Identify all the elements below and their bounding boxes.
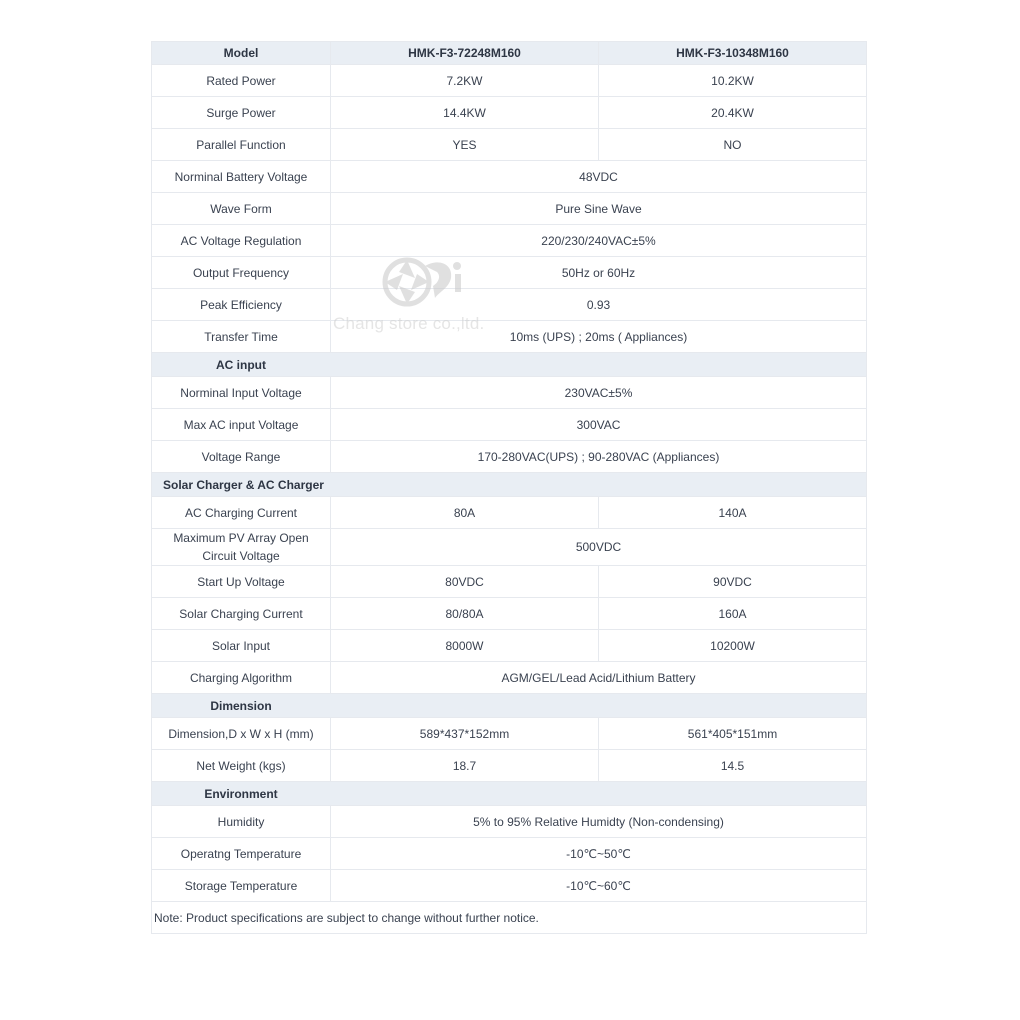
row-value: 300VAC (331, 409, 867, 441)
row-value-2: NO (599, 129, 867, 161)
row-value: 48VDC (331, 161, 867, 193)
table-row (152, 225, 867, 257)
table-row (152, 97, 867, 129)
table-row (152, 598, 867, 630)
section-header-environment (152, 782, 867, 806)
row-value-1: 80A (331, 497, 599, 529)
row-label: Transfer Time (152, 321, 331, 353)
row-label: Max AC input Voltage (152, 409, 331, 441)
row-value-1: 7.2KW (331, 65, 599, 97)
table-row (152, 838, 867, 870)
footnote: Note: Product specifications are subject to change without further notice. (152, 902, 867, 934)
row-value: -10℃~60℃ (331, 870, 867, 902)
row-value: 220/230/240VAC±5% (331, 225, 867, 257)
row-label: Norminal Input Voltage (152, 377, 331, 409)
section-title: AC input (216, 357, 266, 372)
spec-table (151, 41, 867, 934)
table-row (152, 129, 867, 161)
table-row (152, 497, 867, 529)
row-value-2: 561*405*151mm (599, 718, 867, 750)
row-label: Norminal Battery Voltage (152, 161, 331, 193)
row-value-2: 20.4KW (599, 97, 867, 129)
row-value-1: 8000W (331, 630, 599, 662)
header-model-2: HMK-F3-10348M160 (599, 42, 867, 65)
row-value-2: 10200W (599, 630, 867, 662)
table-row (152, 193, 867, 225)
row-label: Rated Power (152, 65, 331, 97)
watermark-text: Chang store co.,ltd. (333, 314, 485, 333)
section-header-ac-input (152, 353, 867, 377)
row-value-1: YES (331, 129, 599, 161)
row-value-2: 14.5 (599, 750, 867, 782)
table-row (152, 566, 867, 598)
row-value: -10℃~50℃ (331, 838, 867, 870)
row-value-2: 90VDC (599, 566, 867, 598)
row-label: AC Voltage Regulation (152, 225, 331, 257)
table-row (152, 409, 867, 441)
row-label: Net Weight (kgs) (152, 750, 331, 782)
row-value-2: 10.2KW (599, 65, 867, 97)
table-row (152, 630, 867, 662)
row-label: Parallel Function (152, 129, 331, 161)
row-label: Surge Power (152, 97, 331, 129)
row-value-1: 589*437*152mm (331, 718, 599, 750)
row-label: Start Up Voltage (152, 566, 331, 598)
row-value: 50Hz or 60Hz (331, 257, 867, 289)
row-label: Peak Efficiency (152, 289, 331, 321)
row-value-2: 140A (599, 497, 867, 529)
row-value: Pure Sine Wave (331, 193, 867, 225)
row-label: AC Charging Current (152, 497, 331, 529)
table-row (152, 257, 867, 289)
table-row (152, 750, 867, 782)
section-header-charger (152, 473, 867, 497)
row-value-1: 80/80A (331, 598, 599, 630)
row-value-1: 80VDC (331, 566, 599, 598)
row-label: Operatng Temperature (152, 838, 331, 870)
row-label: Voltage Range (152, 441, 331, 473)
table-row (152, 662, 867, 694)
section-header-dimension (152, 694, 867, 718)
table-row (152, 321, 867, 353)
row-value: 500VDC (331, 529, 867, 566)
row-label: Solar Input (152, 630, 331, 662)
section-title: Solar Charger & AC Charger (163, 477, 324, 492)
table-row (152, 65, 867, 97)
table-row (152, 870, 867, 902)
row-label: Solar Charging Current (152, 598, 331, 630)
table-row (152, 529, 867, 566)
row-value: 0.93 (331, 289, 867, 321)
section-title: Environment (204, 786, 278, 801)
row-label: Maximum PV Array Open Circuit Voltage (152, 529, 331, 566)
row-value: 230VAC±5% (331, 377, 867, 409)
row-label: Output Frequency (152, 257, 331, 289)
table-row (152, 441, 867, 473)
row-value-2: 160A (599, 598, 867, 630)
row-value-1: 14.4KW (331, 97, 599, 129)
row-label: Dimension,D x W x H (mm) (152, 718, 331, 750)
row-label: Humidity (152, 806, 331, 838)
table-row (152, 806, 867, 838)
row-label: Storage Temperature (152, 870, 331, 902)
header-model-1: HMK-F3-72248M160 (331, 42, 599, 65)
row-value-1: 18.7 (331, 750, 599, 782)
table-row (152, 161, 867, 193)
row-label: Charging Algorithm (152, 662, 331, 694)
header-model: Model (152, 42, 331, 65)
row-value: 170-280VAC(UPS) ; 90-280VAC (Appliances) (331, 441, 867, 473)
table-row (152, 377, 867, 409)
footnote-row (152, 902, 867, 934)
section-title: Dimension (210, 698, 272, 713)
row-value: 10ms (UPS) ; 20ms ( Appliances) (331, 321, 867, 353)
table-row (152, 289, 867, 321)
row-label: Wave Form (152, 193, 331, 225)
row-value: 5% to 95% Relative Humidty (Non-condensing) (331, 806, 867, 838)
row-value: AGM/GEL/Lead Acid/Lithium Battery (331, 662, 867, 694)
table-header (152, 42, 867, 65)
table-row (152, 718, 867, 750)
